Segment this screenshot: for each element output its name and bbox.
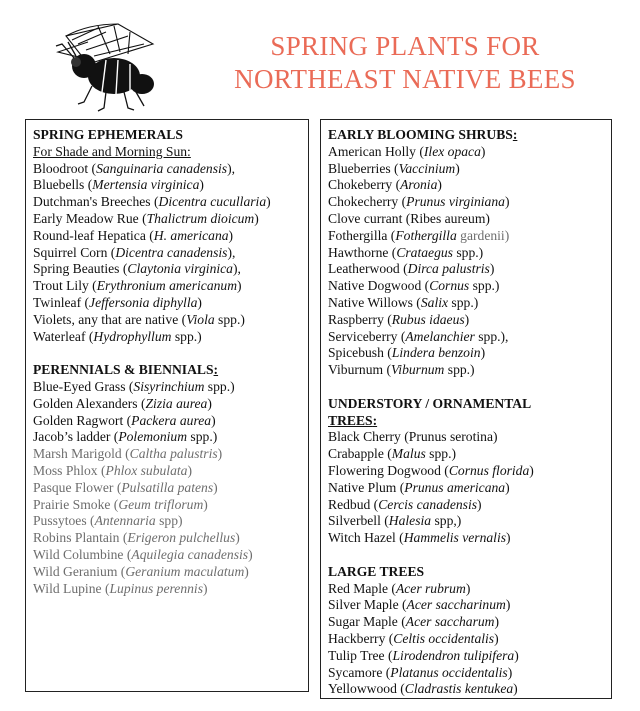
plant-list-item: Spring Beauties (Claytonia virginica), [33, 261, 241, 277]
plant-list-item: Redbud (Cercis canadensis) [328, 496, 482, 512]
plant-list-item: Flowering Dogwood (Cornus florida) [328, 462, 534, 478]
plant-list-item: Native Plum (Prunus americana) [328, 479, 510, 495]
plant-list-item: Sugar Maple (Acer saccharum) [328, 614, 500, 630]
plant-list-item: Yellowwood (Cladrastis kentukea) [328, 681, 518, 697]
plant-list-item: Early Meadow Rue (Thalictrum dioicum) [33, 210, 259, 226]
plant-list-item: Wild Columbine (Aquilegia canadensis) [33, 546, 253, 562]
plant-list-item: Wild Geranium (Geranium maculatum) [33, 563, 249, 579]
plant-list-item: Raspberry (Rubus idaeus) [328, 311, 470, 327]
plant-list-item: Squirrel Corn (Dicentra canadensis), [33, 244, 236, 260]
plant-list-item: Robins Plantain (Erigeron pulchellus) [33, 530, 240, 546]
plant-list-item: Bluebells (Mertensia virginica) [33, 177, 204, 193]
plant-list-item: Native Dogwood (Cornus spp.) [328, 278, 500, 294]
plant-list-item: Bloodroot (Sanguinaria canadensis), [33, 160, 236, 176]
ephemerals-list [33, 161, 302, 346]
plant-list-item: Leatherwood (Dirca palustris) [328, 261, 495, 277]
plant-list-item: Jacob’s ladder (Polemonium spp.) [33, 429, 218, 445]
plant-list-item: Pasque Flower (Pulsatilla patens) [33, 479, 218, 495]
plant-list-item: Spicebush (Lindera benzoin) [328, 345, 486, 361]
plant-list-item: Twinleaf (Jeffersonia diphylla) [33, 294, 202, 310]
plant-list-item: Marsh Marigold (Caltha palustris) [33, 446, 223, 462]
section-heading-understory: UNDERSTORY / ORNAMENTAL [328, 395, 532, 411]
plant-list-item: Fothergilla (Fothergilla gardenii) [328, 227, 510, 243]
section-heading-ephemerals: SPRING EPHEMERALS [33, 127, 183, 142]
plant-list-item: Waterleaf (Hydrophyllum spp.) [33, 328, 202, 344]
plant-list-item: Dutchman's Breeches (Dicentra cucullaria) [33, 194, 271, 210]
plant-list-item: Pussytoes (Antennaria spp) [33, 513, 183, 529]
understory-trees-list [328, 429, 605, 547]
plant-list-item: Sycamore (Platanus occidentalis) [328, 664, 513, 680]
plant-list-item: Blueberries (Vaccinium) [328, 160, 460, 176]
title-line-1: SPRING PLANTS FOR [270, 31, 540, 61]
plant-list-item: Red Maple (Acer rubrum) [328, 580, 471, 596]
plant-list-item: Wild Lupine (Lupinus perennis) [33, 580, 208, 596]
plant-list-item: Golden Ragwort (Packera aurea) [33, 412, 216, 428]
large-trees-list [328, 581, 605, 699]
plant-list-item: Clove currant (Ribes aureum) [328, 210, 490, 226]
plant-list-item: Tulip Tree (Lirodendron tulipifera) [328, 647, 519, 663]
plant-list-item: Moss Phlox (Phlox subulata) [33, 462, 192, 478]
plant-list-item: Serviceberry (Amelanchier spp.), [328, 328, 509, 344]
plant-list-item: Prairie Smoke (Geum triflorum) [33, 496, 208, 512]
plant-list-item: Violets, any that are native (Viola spp.) [33, 311, 245, 327]
plant-list-item: Crabapple (Malus spp.) [328, 446, 456, 462]
plant-list-item: Witch Hazel (Hammelis vernalis) [328, 530, 511, 546]
shrubs-list [328, 144, 605, 379]
page-title [190, 30, 620, 96]
plant-list-item: Round-leaf Hepatica (H. americana) [33, 227, 234, 243]
section-heading-understory-cont: TREES: [328, 412, 378, 428]
plant-list-item: Black Cherry (Prunus serotina) [328, 429, 498, 445]
section-heading-large-trees: LARGE TREES [328, 563, 425, 579]
plant-list-item: Trout Lily (Erythronium americanum) [33, 278, 242, 294]
left-column-box [25, 119, 309, 692]
plant-list-item: Blue-Eyed Grass (Sisyrinchium spp.) [33, 378, 235, 394]
section-heading-shrubs: EARLY BLOOMING SHRUBS: [328, 127, 518, 142]
title-line-2: NORTHEAST NATIVE BEES [234, 64, 576, 94]
plant-list-item: Chokecherry (Prunus virginiana) [328, 194, 510, 210]
section-heading-perennials: PERENNIALS & BIENNIALS: [33, 362, 219, 378]
plant-list-item: Viburnum (Viburnum spp.) [328, 362, 475, 378]
plant-list-item: American Holly (Ilex opaca) [328, 143, 486, 159]
right-column-box [320, 119, 612, 699]
perennials-list [33, 379, 302, 597]
plant-list-item: Hackberry (Celtis occidentalis) [328, 630, 499, 646]
plant-list-item: Hawthorne (Crataegus spp.) [328, 244, 484, 260]
bee-icon [48, 14, 168, 114]
plant-list-item: Native Willows (Salix spp.) [328, 294, 479, 310]
plant-list-item: Silver Maple (Acer saccharinum) [328, 597, 511, 613]
plant-list-item: Chokeberry (Aronia) [328, 177, 442, 193]
plant-list-item: Golden Alexanders (Zizia aurea) [33, 395, 212, 411]
ephemerals-subheading: For Shade and Morning Sun: [33, 143, 191, 159]
plant-list-item: Silverbell (Halesia spp,) [328, 513, 462, 529]
